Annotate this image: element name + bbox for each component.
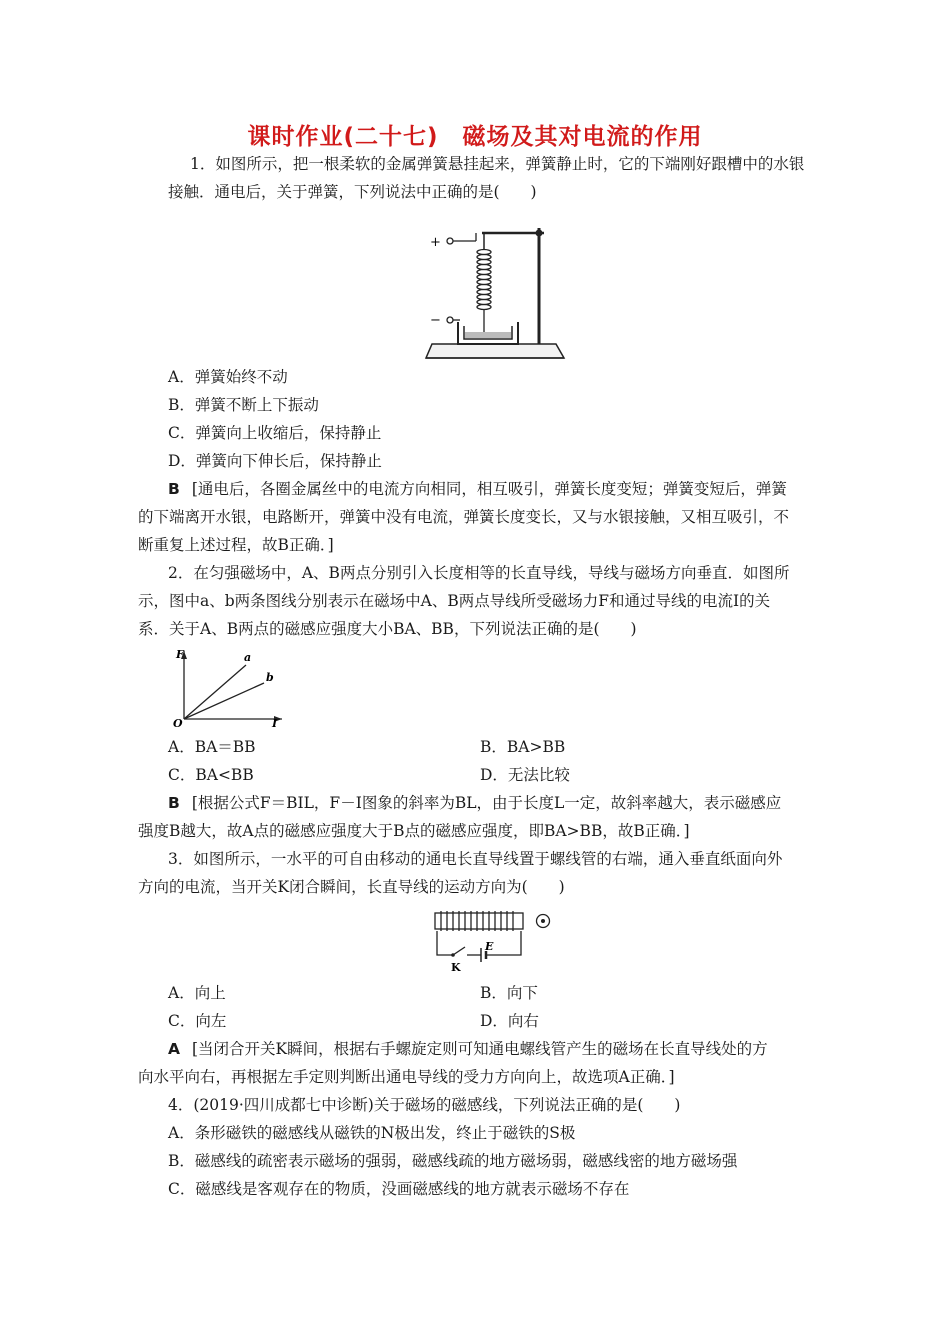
q1-minus-label: −	[430, 313, 441, 328]
q1-answer-line1: B [通电后，各圈金属丝中的电流方向相同，相互吸引，弹簧长度变短；弹簧变短后，弹簧	[168, 480, 787, 498]
q4-option-c: C．磁感线是客观存在的物质，没画磁感线的地方就表示磁场不存在	[168, 1180, 630, 1198]
q2-option-a: A．BA＝BB	[168, 738, 256, 756]
q1-option-b: B．弹簧不断上下振动	[168, 396, 319, 414]
q2-stem-line1: 2．在匀强磁场中，A、B两点分别引入长度相等的长直导线，导线与磁场方向垂直．如图所	[168, 564, 790, 582]
q4-stem: 4．(2019·四川成都七中诊断)关于磁场的磁感线，下列说法正确的是( )	[168, 1096, 681, 1114]
q1-option-d: D．弹簧向下伸长后，保持静止	[168, 452, 382, 470]
q2-option-d: D．无法比较	[480, 766, 570, 784]
q2-origin: O	[173, 717, 183, 730]
q2-option-c: C．BA<BB	[168, 766, 254, 784]
q1-answer-letter: B	[168, 480, 180, 498]
q3-answer-letter: A	[168, 1040, 180, 1058]
q2-stem-line3: 系．关于A、B两点的磁感应强度大小BA、BB，下列说法正确的是( )	[138, 620, 637, 638]
q1-answer-line2: 的下端离开水银，电路断开，弹簧中没有电流，弹簧长度变长，又与水银接触，又相互吸引，不	[138, 508, 790, 526]
q1-answer-line3: 断重复上述过程，故B正确．]	[138, 536, 334, 554]
q3-option-c: C．向左	[168, 1012, 227, 1030]
q3-solenoid-figure	[425, 905, 560, 975]
q2-answer-letter: B	[168, 794, 180, 812]
q2-answer-line2: 强度B越大，故A点的磁感应强度大于B点的磁感应强度，即BA>BB，故B正确．]	[138, 822, 690, 840]
q3-stem-line1: 3．如图所示，一水平的可自由移动的通电长直导线置于螺线管的右端，通入垂直纸面向外	[168, 850, 783, 868]
q3-battery-e: E	[485, 940, 494, 953]
q3-option-a: A．向上	[168, 984, 226, 1002]
q2-force-current-graph	[170, 645, 290, 730]
q1-spring-apparatus-figure	[420, 222, 570, 364]
q3-answer-line1: A [当闭合开关K瞬间，根据右手螺旋定则可知通电螺线管产生的磁场在长直导线处的方	[168, 1040, 768, 1058]
q3-option-b: B．向下	[480, 984, 538, 1002]
q2-line-b: b	[266, 671, 274, 684]
q1-option-c: C．弹簧向上收缩后，保持静止	[168, 424, 382, 442]
q2-stem-line2: 示，图中a、b两条图线分别表示在磁场中A、B两点导线所受磁场力F和通过导线的电流I的关	[138, 592, 771, 610]
q4-option-a: A．条形磁铁的磁感线从磁铁的N极出发，终止于磁铁的S极	[168, 1124, 576, 1142]
q1-plus-label: +	[430, 235, 441, 250]
q1-stem-line2: 接触．通电后，关于弹簧，下列说法中正确的是( )	[168, 183, 537, 201]
q2-axis-f: F	[176, 648, 184, 661]
q2-axis-i: I	[272, 717, 278, 730]
page-title: 课时作业(二十七) 磁场及其对电流的作用	[247, 124, 703, 150]
q1-option-a: A．弹簧始终不动	[168, 368, 288, 386]
q2-line-a: a	[244, 651, 252, 664]
q3-switch-k: K	[451, 961, 461, 974]
q4-option-b: B．磁感线的疏密表示磁场的强弱，磁感线疏的地方磁场弱，磁感线密的地方磁场强	[168, 1152, 738, 1170]
q3-stem-line2: 方向的电流，当开关K闭合瞬间，长直导线的运动方向为( )	[138, 878, 565, 896]
q2-option-b: B．BA>BB	[480, 738, 566, 756]
q2-answer-line1: B [根据公式F＝BIL，F－I图象的斜率为BL，由于长度L一定，故斜率越大，表示磁感应	[168, 794, 782, 812]
q3-option-d: D．向右	[480, 1012, 539, 1030]
q3-answer-line2: 向水平向右，再根据左手定则判断出通电导线的受力方向向上，故选项A正确．]	[138, 1068, 675, 1086]
q1-stem-line1: 1．如图所示，把一根柔软的金属弹簧悬挂起来，弹簧静止时，它的下端刚好跟槽中的水银	[190, 155, 805, 173]
